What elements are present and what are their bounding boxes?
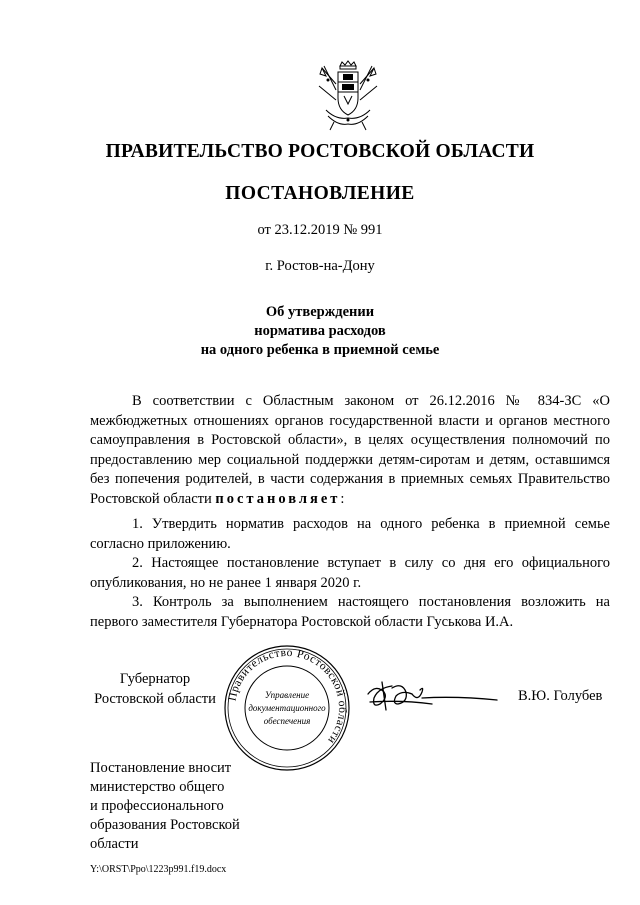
preamble-text: В соответствии с Областным законом от 26.12.2016 № 834-ЗС «О межбюджетных отношениях органов государственной власти и органов местного самоуправления в Ростовской области», в целях осуществления полномочий по предоставлению мер социальной поддержки детям-сиротам и детям, оставшимся без попечения родителей, в части содержания в приемных семьях Правительство Ростовской области <box>90 393 610 507</box>
resolution-item: 3. Контроль за выполнением настоящего постановления возложить на первого заместителя Губернатора Ростовской области Гуськова И.А. <box>90 594 610 630</box>
signer-title-line: Губернатор <box>119 671 191 687</box>
signer-name: В.Ю. Голубев <box>518 688 603 704</box>
resolution-item: 2. Настоящее постановление вступает в силу со дня его официального опубликования, но не ранее 1 января 2020 г. <box>90 555 610 591</box>
organization-title: ПРАВИТЕЛЬСТВО РОСТОВСКОЙ ОБЛАСТИ <box>105 141 535 162</box>
submitted-by-line: министерство общего <box>90 779 225 795</box>
resolution-items <box>90 515 610 632</box>
submitted-by-line: и профессионального <box>90 798 224 814</box>
subject-line: норматива расходов <box>254 323 386 339</box>
signer-title <box>90 670 220 709</box>
city: г. Ростов-на-Дону <box>265 258 375 274</box>
official-seal <box>222 643 352 773</box>
submitted-by-line: области <box>90 836 139 852</box>
date-and-number: от 23.12.2019 № 991 <box>257 222 383 238</box>
seal-inner-line: документационного <box>248 703 326 713</box>
preamble-colon: : <box>340 490 345 507</box>
preamble-paragraph <box>90 392 610 509</box>
signer-title-line: Ростовской области <box>94 690 216 707</box>
subject-line: на одного ребенка в приемной семье <box>200 342 440 358</box>
coat-of-arms-icon <box>316 60 380 132</box>
file-path: Y:\ORST\Ppo\1223p991.f19.docx <box>90 864 227 875</box>
handwritten-signature <box>362 674 502 720</box>
submitted-by-line: Постановление вносит <box>90 760 232 776</box>
seal-inner-line: обеспечения <box>263 716 311 726</box>
seal-inner-line: Управление <box>264 690 310 700</box>
submitted-by <box>90 759 260 854</box>
document-type: ПОСТАНОВЛЕНИЕ <box>225 183 415 204</box>
decree-word: постановляет <box>215 490 341 507</box>
submitted-by-line: образования Ростовской <box>90 817 240 833</box>
subject-line: Об утверждении <box>265 304 375 320</box>
seal-outer-text: Правительство Ростовской области <box>226 646 349 747</box>
document-subject <box>0 303 640 360</box>
resolution-item: 1. Утвердить норматив расходов на одного ребенка в приемной семье согласно приложению. <box>90 516 610 552</box>
